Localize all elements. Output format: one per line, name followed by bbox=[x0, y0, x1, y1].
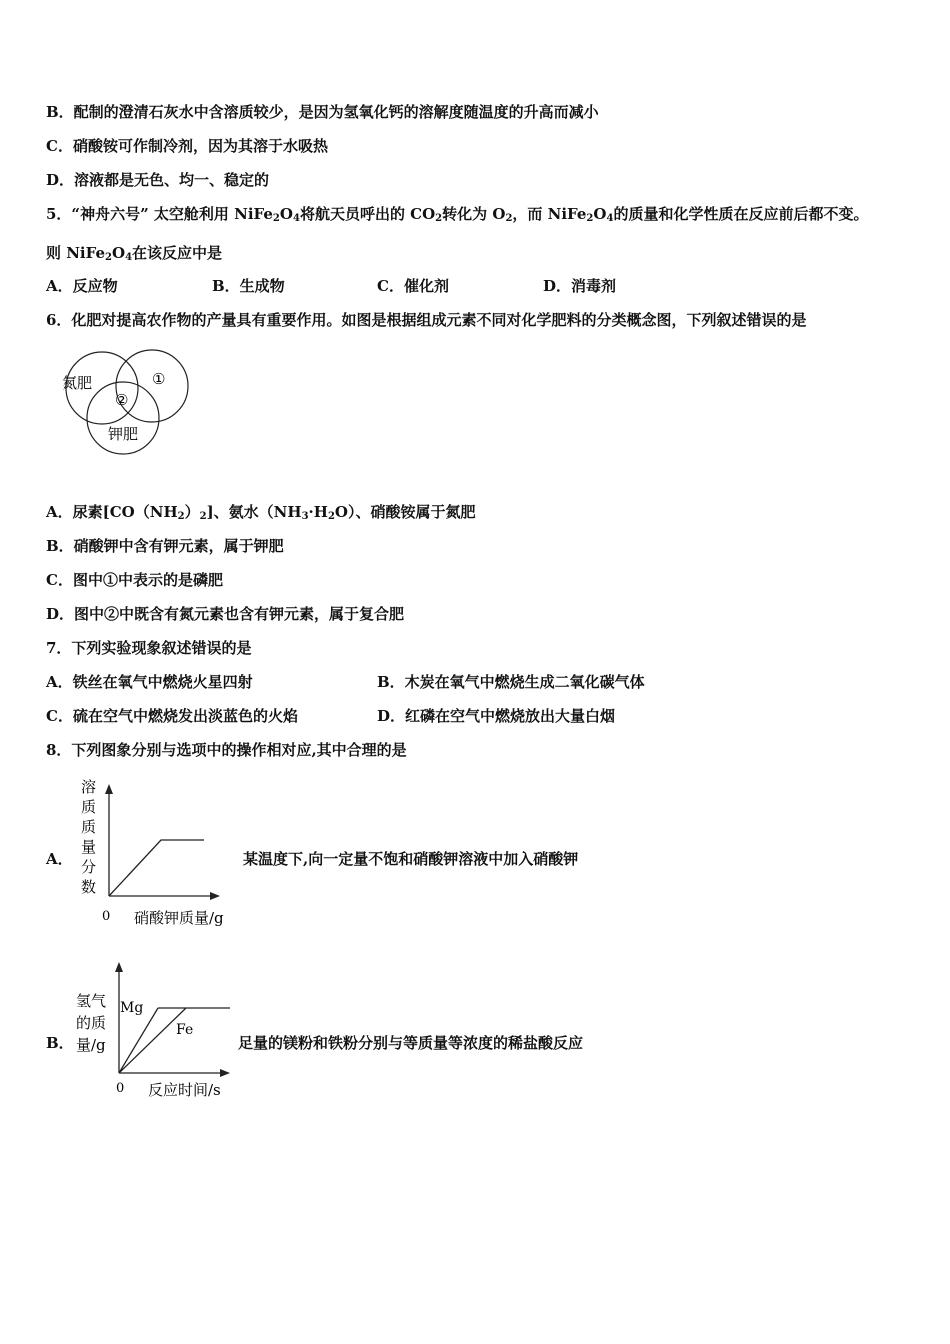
q5-stem: 5．“神舟六号” 太空舱利用 $NiFe_2O_4$将航天员呼出的 $CO_2$转化为 $O_2$，而 $NiFe_2O_4$的质量和化学性质在反应前后都不变。 bbox=[46, 205, 869, 224]
q4-option-c: C．硝酸铵可作制冷剂，因为其溶于水吸热 bbox=[46, 137, 328, 155]
graph-b-ylabel-1: 的质 bbox=[76, 1014, 107, 1032]
q7-option-c: C．硫在空气中燃烧发出淡蓝色的火焰 bbox=[46, 707, 298, 725]
q6-option-d: D．图中②中既含有氮元素也含有钾元素，属于复合肥 bbox=[46, 605, 405, 623]
graph-a-ylabel-1: 质 bbox=[81, 798, 97, 816]
venn-nitrogen-label: 氮肥 bbox=[62, 374, 93, 392]
venn-label-2: ② bbox=[115, 391, 129, 409]
q8-option-b-text: 足量的镁粉和铁粉分别与等质量等浓度的稀盐酸反应 bbox=[238, 1034, 584, 1052]
q5-option-d: D．消毒剂 bbox=[543, 277, 617, 295]
graph-a-ylabel-4: 分 bbox=[81, 858, 97, 876]
q5-option-b: B．生成物 bbox=[212, 277, 285, 295]
q5-option-c: C．催化剂 bbox=[377, 277, 449, 295]
q6-stem: 6．化肥对提高农作物的产量具有重要作用。如图是根据组成元素不同对化学肥料的分类概念图，下列叙述错误的是 bbox=[46, 311, 807, 329]
graph-a-ylabel-3: 量 bbox=[81, 838, 97, 856]
graph-b-y-arrow bbox=[115, 962, 123, 972]
q6-option-a: A．尿素$[CO(NH_2)_2]$、氨水$(NH_3\cdot H_2O)$、硝酸铵属于氮肥 bbox=[46, 503, 476, 522]
graph-b-x-arrow bbox=[220, 1069, 230, 1077]
q7-option-b: B．木炭在氧气中燃烧生成二氧化碳气体 bbox=[377, 673, 645, 691]
venn-diagram bbox=[50, 348, 200, 458]
q6-option-b: B．硝酸钾中含有钾元素，属于钾肥 bbox=[46, 537, 284, 555]
q4-option-b: B．配制的澄清石灰水中含溶质较少，是因为氢氧化钙的溶解度随温度的升高而减小 bbox=[46, 103, 599, 121]
graph-b bbox=[74, 958, 240, 1106]
q7-option-a: A．铁丝在氧气中燃烧火星四射 bbox=[46, 673, 253, 691]
graph-a-xlabel: 硝酸钾质量/g bbox=[134, 909, 224, 927]
venn-label-1: ① bbox=[152, 370, 166, 388]
q5-stem-line2: 则 $NiFe_2O_4$在该反应中是 bbox=[46, 244, 223, 263]
graph-b-mg-label: Mg bbox=[120, 1000, 144, 1016]
q8-option-b-label: B． bbox=[46, 1034, 74, 1052]
graph-a bbox=[74, 772, 240, 932]
graph-a-ylabel-0: 溶 bbox=[81, 778, 97, 796]
graph-a-origin: 0 bbox=[102, 909, 111, 924]
graph-b-origin: 0 bbox=[116, 1081, 125, 1096]
q4-option-d: D．溶液都是无色、均一、稳定的 bbox=[46, 171, 270, 189]
q7-option-d: D．红磷在空气中燃烧放出大量白烟 bbox=[377, 707, 616, 725]
graph-b-ylabel-2: 量/g bbox=[76, 1036, 106, 1054]
q6-option-c: C．图中①中表示的是磷肥 bbox=[46, 571, 223, 589]
q8-option-a-label: A． bbox=[46, 850, 73, 868]
graph-a-ylabel-5: 数 bbox=[81, 878, 97, 896]
graph-a-ylabel-2: 质 bbox=[81, 818, 97, 836]
graph-a-x-arrow bbox=[210, 892, 220, 900]
q5-option-a: A．反应物 bbox=[46, 277, 118, 295]
graph-b-ylabel-0: 氢气 bbox=[76, 992, 107, 1010]
venn-potassium-label: 钾肥 bbox=[108, 425, 139, 443]
graph-a-y-arrow bbox=[105, 784, 113, 794]
graph-b-fe-label: Fe bbox=[176, 1022, 194, 1038]
q7-stem: 7．下列实验现象叙述错误的是 bbox=[46, 639, 252, 657]
graph-a-curve bbox=[109, 840, 204, 896]
graph-b-xlabel: 反应时间/s bbox=[148, 1081, 221, 1099]
q8-stem: 8．下列图象分别与选项中的操作相对应,其中合理的是 bbox=[46, 741, 407, 759]
q8-option-a-text: 某温度下,向一定量不饱和硝酸钾溶液中加入硝酸钾 bbox=[243, 850, 579, 868]
